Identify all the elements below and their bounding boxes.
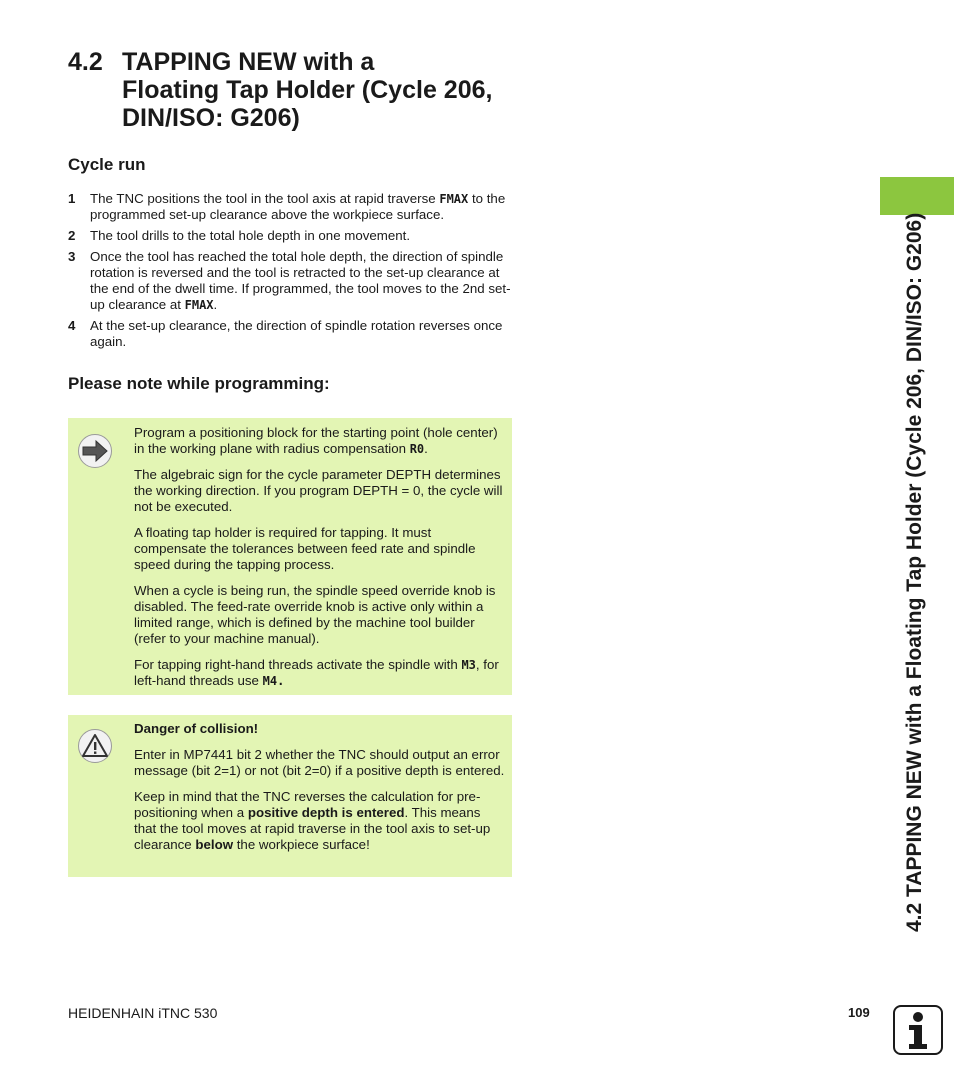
note-paragraph: The algebraic sign for the cycle parameter DEPTH determines the working direction. If you program DEPTH = 0, the cycle will not be executed. <box>134 467 503 514</box>
note-text-span: Keep in mind that the TNC reverses the calculation for pre-positioning when a <box>134 789 481 820</box>
note-paragraph <box>134 789 506 853</box>
step-item <box>68 191 518 223</box>
step-item <box>68 228 518 244</box>
notes-heading: Please note while programming: <box>68 374 330 393</box>
step-text: The TNC positions the tool in the tool axis at rapid traverse <box>90 191 440 206</box>
section-title-line: TAPPING NEW with a <box>122 48 375 76</box>
warning-note-box <box>68 715 512 877</box>
note-paragraph: When a cycle is being run, the spindle speed override knob is disabled. The feed-rate override knob is active only within a limited range, which is defined by the machine tool builder (refer to your machine manual). <box>134 583 496 646</box>
step-number: 2 <box>68 228 76 243</box>
cycle-run-heading: Cycle run <box>68 155 146 174</box>
note-text-span: . This means that the tool moves at rapid traverse in the tool axis to set-up clearance <box>134 805 491 852</box>
cycle-run-steps <box>68 191 518 355</box>
note-text-span: Program a positioning block for the starting point (hole center) in the working plane with radius compensation <box>134 425 498 456</box>
info-icon <box>893 1005 943 1055</box>
emphasis-text: positive depth is entered <box>247 805 405 820</box>
code-r0: R0 <box>409 442 425 456</box>
note-text-span: the workpiece surface! <box>233 837 370 852</box>
step-text: The tool drills to the total hole depth in one movement. <box>90 228 411 243</box>
section-title-line: Floating Tap Holder (Cycle 206, <box>122 76 493 104</box>
step-number: 1 <box>68 191 76 206</box>
note-paragraph: Enter in MP7441 bit 2 whether the TNC should output an error message (bit 2=1) or not (bit 2=0) if a positive depth is entered. <box>134 747 505 778</box>
section-number: 4.2 <box>68 48 103 76</box>
emphasis-text: below <box>195 837 234 852</box>
code-fmax: FMAX <box>184 298 214 312</box>
warning-note-text <box>134 721 506 863</box>
page-number: 109 <box>848 1005 870 1020</box>
step-number: 3 <box>68 249 76 264</box>
note-paragraph <box>134 425 506 457</box>
section-title-line: DIN/ISO: G206) <box>122 104 300 132</box>
step-item <box>68 318 518 350</box>
warning-title: Danger of collision! <box>134 721 259 736</box>
info-note-text <box>134 425 506 699</box>
note-text-span: , for left-hand threads use <box>134 657 499 688</box>
section-title <box>122 48 542 132</box>
code-fmax: FMAX <box>439 192 469 206</box>
note-text-span: For tapping right-hand threads activate the spindle with <box>134 657 462 672</box>
step-text: . <box>213 297 218 312</box>
side-running-title: 4.2 TAPPING NEW with a Floating Tap Holder (Cycle 206, DIN/ISO: G206) <box>903 212 926 932</box>
note-text-span: . <box>424 441 428 456</box>
footer-manual-name: HEIDENHAIN iTNC 530 <box>68 1005 218 1021</box>
step-number: 4 <box>68 318 76 333</box>
chapter-tab-marker <box>880 177 954 215</box>
step-text: to the programmed set-up clearance above the workpiece surface. <box>90 191 506 222</box>
code-m4: M4. <box>262 674 285 688</box>
note-paragraph: A floating tap holder is required for tapping. It must compensate the tolerances between feed rate and spindle speed during the tapping process. <box>134 525 476 572</box>
info-note-box <box>68 418 512 695</box>
arrow-right-icon <box>78 434 112 468</box>
step-text: At the set-up clearance, the direction of spindle rotation reverses once again. <box>90 318 503 349</box>
note-paragraph <box>134 657 506 689</box>
code-m3: M3 <box>461 658 476 672</box>
step-text: Once the tool has reached the total hole depth, the direction of spindle rotation is reversed and the tool is retracted to the set-up clearance at the end of the dwell time. If programmed, the tool moves to the 2nd set-up clearance at <box>90 249 511 312</box>
warning-triangle-icon <box>78 729 112 763</box>
step-item <box>68 249 518 313</box>
